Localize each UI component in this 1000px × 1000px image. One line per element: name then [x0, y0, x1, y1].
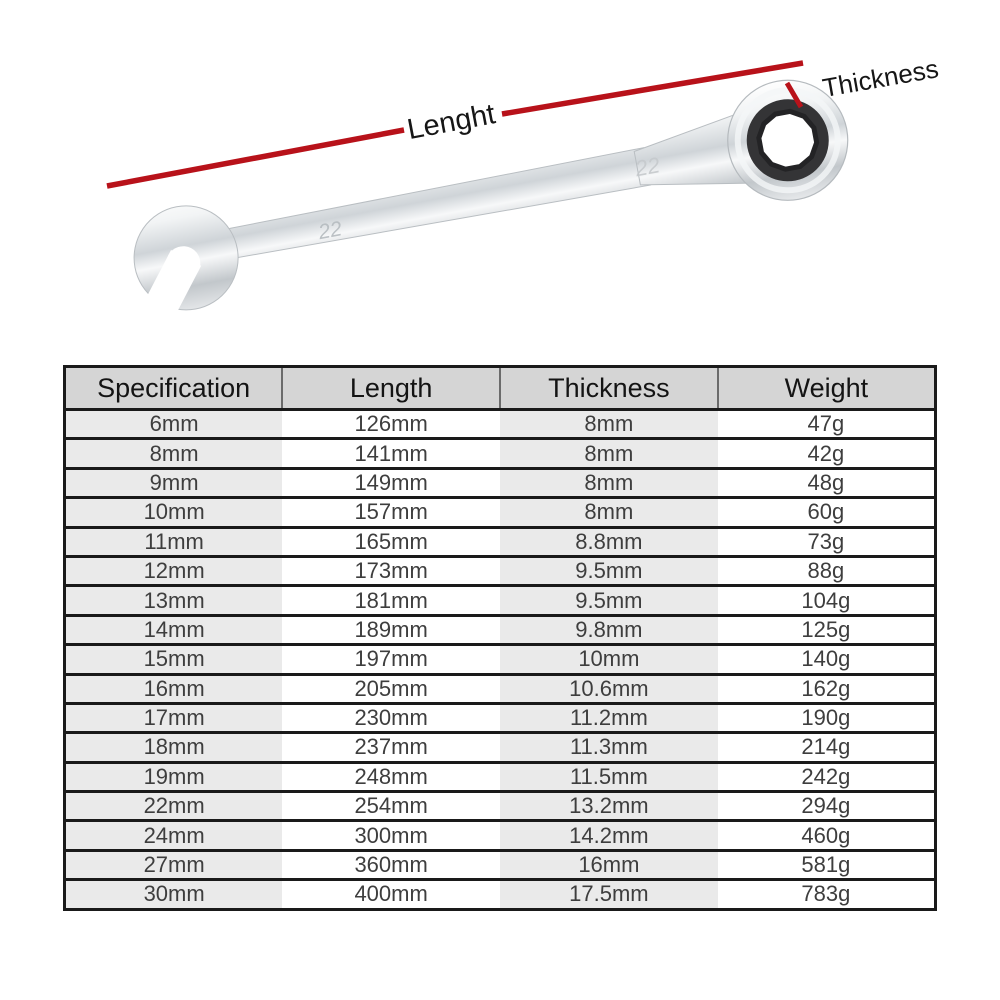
thickness-label: Thickness	[820, 53, 941, 104]
wrench-shaft	[221, 148, 651, 264]
table-cell: 6mm	[65, 410, 283, 439]
table-row	[65, 645, 936, 674]
table-cell: 14.2mm	[500, 821, 718, 850]
table-cell: 24mm	[65, 821, 283, 850]
table-cell: 10mm	[500, 645, 718, 674]
table-cell: 242g	[718, 762, 936, 791]
table-cell: 8mm	[500, 439, 718, 468]
table-cell: 294g	[718, 792, 936, 821]
table-cell: 30mm	[65, 880, 283, 909]
size-marking-neck: 22	[633, 152, 662, 182]
table-row	[65, 821, 936, 850]
table-cell: 10.6mm	[500, 674, 718, 703]
table-cell: 190g	[718, 703, 936, 732]
wrench-diagram	[0, 0, 1000, 365]
table-cell: 16mm	[65, 674, 283, 703]
table-cell: 73g	[718, 527, 936, 556]
table-row	[65, 674, 936, 703]
table-cell: 8mm	[500, 468, 718, 497]
table-cell: 214g	[718, 733, 936, 762]
table-cell: 11.3mm	[500, 733, 718, 762]
table-row	[65, 762, 936, 791]
table-row	[65, 468, 936, 497]
table-cell: 248mm	[282, 762, 500, 791]
table-row	[65, 439, 936, 468]
table-cell: 27mm	[65, 850, 283, 879]
table-cell: 14mm	[65, 615, 283, 644]
table-cell: 157mm	[282, 498, 500, 527]
table-cell: 47g	[718, 410, 936, 439]
table-cell: 88g	[718, 556, 936, 585]
table-cell: 18mm	[65, 733, 283, 762]
table-cell: 460g	[718, 821, 936, 850]
table-cell: 230mm	[282, 703, 500, 732]
table-cell: 11.5mm	[500, 762, 718, 791]
table-row	[65, 703, 936, 732]
table-cell: 581g	[718, 850, 936, 879]
table-cell: 125g	[718, 615, 936, 644]
table-cell: 149mm	[282, 468, 500, 497]
table-cell: 8mm	[500, 410, 718, 439]
table-cell: 104g	[718, 586, 936, 615]
table-cell: 173mm	[282, 556, 500, 585]
table-cell: 197mm	[282, 645, 500, 674]
table-row	[65, 792, 936, 821]
table-cell: 8mm	[65, 439, 283, 468]
table-row	[65, 410, 936, 439]
table-cell: 12mm	[65, 556, 283, 585]
table-cell: 22mm	[65, 792, 283, 821]
spec-table	[63, 365, 937, 911]
table-cell: 237mm	[282, 733, 500, 762]
table-cell: 16mm	[500, 850, 718, 879]
table-cell: 126mm	[282, 410, 500, 439]
table-cell: 8.8mm	[500, 527, 718, 556]
table-row	[65, 615, 936, 644]
table-cell: 9.8mm	[500, 615, 718, 644]
table-row	[65, 527, 936, 556]
table-cell: 181mm	[282, 586, 500, 615]
table-row	[65, 880, 936, 909]
table-cell: 189mm	[282, 615, 500, 644]
table-cell: 9.5mm	[500, 586, 718, 615]
table-row	[65, 733, 936, 762]
size-marking-shaft: 22	[316, 217, 344, 245]
length-line-left	[107, 130, 404, 186]
col-header-weight: Weight	[718, 367, 936, 410]
table-cell: 17mm	[65, 703, 283, 732]
table-cell: 10mm	[65, 498, 283, 527]
length-label: Lenght	[404, 98, 498, 147]
table-cell: 13.2mm	[500, 792, 718, 821]
table-cell: 11.2mm	[500, 703, 718, 732]
table-cell: 13mm	[65, 586, 283, 615]
table-cell: 9mm	[65, 468, 283, 497]
table-row	[65, 498, 936, 527]
spec-table-container	[63, 365, 937, 911]
header-row	[65, 367, 936, 410]
table-cell: 42g	[718, 439, 936, 468]
table-cell: 8mm	[500, 498, 718, 527]
table-cell: 140g	[718, 645, 936, 674]
spec-table-header	[65, 367, 936, 410]
table-cell: 48g	[718, 468, 936, 497]
table-cell: 254mm	[282, 792, 500, 821]
table-row	[65, 586, 936, 615]
table-row	[65, 850, 936, 879]
col-header-length: Length	[282, 367, 500, 410]
table-cell: 19mm	[65, 762, 283, 791]
table-cell: 15mm	[65, 645, 283, 674]
spec-table-body	[65, 410, 936, 910]
col-header-thickness: Thickness	[500, 367, 718, 410]
table-cell: 9.5mm	[500, 556, 718, 585]
table-cell: 400mm	[282, 880, 500, 909]
table-cell: 162g	[718, 674, 936, 703]
table-cell: 17.5mm	[500, 880, 718, 909]
table-cell: 300mm	[282, 821, 500, 850]
table-cell: 141mm	[282, 439, 500, 468]
table-row	[65, 556, 936, 585]
col-header-specification: Specification	[65, 367, 283, 410]
table-cell: 11mm	[65, 527, 283, 556]
table-cell: 360mm	[282, 850, 500, 879]
table-cell: 783g	[718, 880, 936, 909]
table-cell: 205mm	[282, 674, 500, 703]
table-cell: 165mm	[282, 527, 500, 556]
table-cell: 60g	[718, 498, 936, 527]
